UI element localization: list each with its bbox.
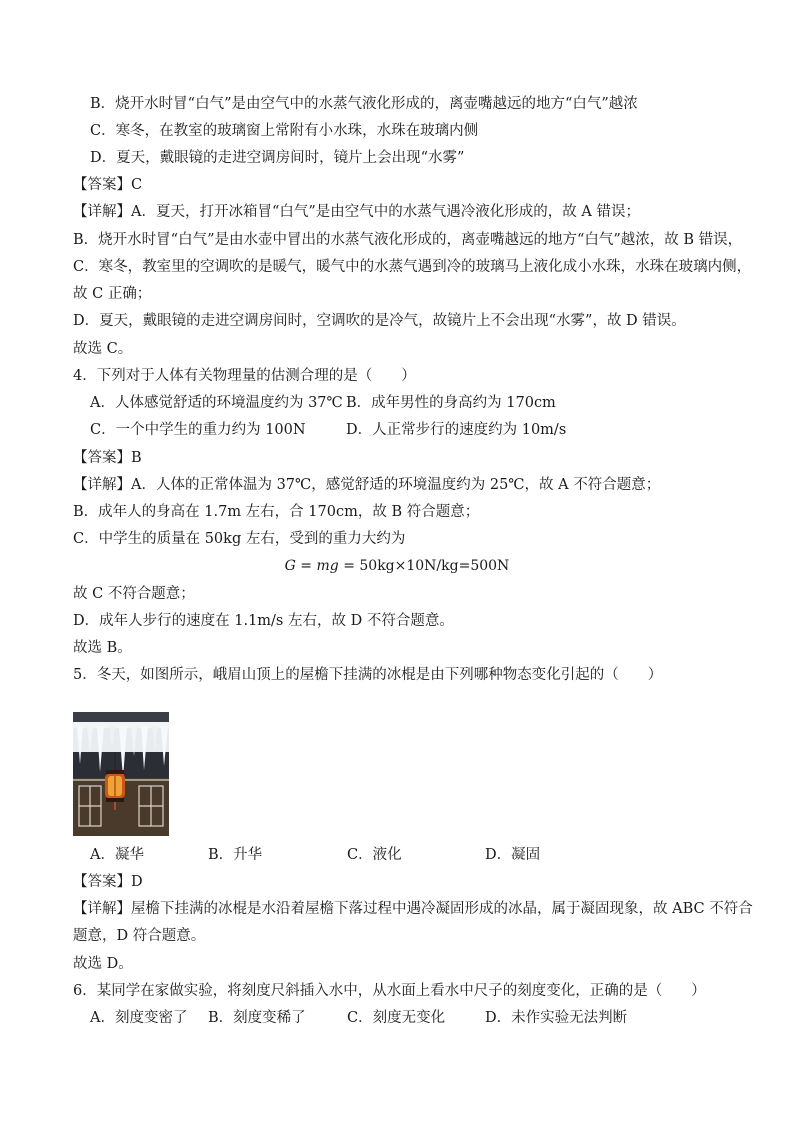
q4-option-c: C．一个中学生的重力约为 100N: [90, 422, 306, 438]
q4-explanation-4: 故 C 不符合题意；: [73, 586, 195, 602]
q6-option-d: D．未作实验无法判断: [485, 1010, 628, 1026]
q4-answer: 【答案】B: [73, 450, 142, 466]
q6-option-a: A．刻度变密了: [90, 1010, 188, 1026]
q3-answer: 【答案】C: [73, 177, 143, 193]
q5-option-a: A．凝华: [90, 847, 144, 863]
q5-stem: 5．冬天，如图所示，峨眉山顶上的屋檐下挂满的冰棍是由下列哪种物态变化引起的（ ）: [73, 667, 663, 683]
q4-option-b: B．成年男性的身高约为 170cm: [346, 395, 556, 411]
formula-g: G: [284, 558, 296, 574]
q4-explanation-5: D．成年人步行的速度在 1.1m/s 左右，故 D 不符合题意。: [73, 613, 454, 629]
q5-option-c: C．液化: [347, 847, 402, 863]
formula-result: = 50kg×10N/kg=500N: [338, 558, 510, 574]
q3-explanation-4: 故 C 正确；: [73, 286, 152, 302]
q4-explanation-2: B．成年人的身高在 1.7m 左右，合 170cm，故 B 符合题意；: [73, 504, 480, 520]
q3-option-c: C．寒冬，在教室的玻璃窗上常附有小水珠，水珠在玻璃内侧: [90, 123, 479, 139]
q3-explanation-3: C．寒冬，教室里的空调吹的是暖气，暖气中的水蒸气遇到冷的玻璃马上液化成小水珠，水珠在玻璃内侧，: [73, 259, 752, 275]
q6-option-c: C．刻度无变化: [347, 1010, 446, 1026]
q5-answer: 【答案】D: [73, 874, 143, 890]
icicle-eaves-photo: [73, 712, 169, 836]
q4-option-d: D．人正常步行的速度约为 10m/s: [346, 422, 567, 438]
q3-explanation-2: B．烧开水时冒“白气”是由水壶中冒出的水蒸气液化形成的，离壶嘴越远的地方“白气”越浓，故 B 错误，: [73, 232, 743, 248]
q3-explanation-1: 【详解】A．夏天，打开冰箱冒“白气”是由空气中的水蒸气遇冷液化形成的，故 A 错误；: [73, 204, 640, 220]
q4-conclusion: 故选 B。: [73, 640, 132, 656]
q3-option-d: D．夏天，戴眼镜的走进空调房间时，镜片上会出现“水雾”: [90, 150, 465, 166]
q4-explanation-1: 【详解】A．人体的正常体温为 37℃，感觉舒适的环境温度约为 25℃，故 A 不符合题意；: [73, 477, 661, 493]
q6-stem: 6．某同学在家做实验，将刻度尺斜插入水中，从水面上看水中尺子的刻度变化，正确的是（ ）: [73, 983, 706, 999]
q5-option-b: B．升华: [208, 847, 263, 863]
q5-conclusion: 故选 D。: [73, 956, 133, 972]
q3-explanation-5: D．夏天，戴眼镜的走进空调房间时，空调吹的是冷气，故镜片上不会出现“水雾”，故 D 错误。: [73, 313, 686, 329]
q4-option-a: A．人体感觉舒适的环境温度约为 37℃: [90, 395, 343, 411]
q3-option-b: B．烧开水时冒“白气”是由空气中的水蒸气液化形成的，离壶嘴越远的地方“白气”越浓: [90, 96, 638, 112]
q4-formula: [0, 556, 794, 576]
q5-explanation-1: 【详解】屋檐下挂满的冰棍是水沿着屋檐下落过程中遇冷凝固形成的冰晶，属于凝固现象，故 ABC 不符合: [73, 901, 753, 917]
q6-option-b: B．刻度变稀了: [208, 1010, 306, 1026]
formula-equals: =: [295, 558, 317, 574]
q5-explanation-2: 题意，D 符合题意。: [73, 928, 206, 944]
q5-option-d: D．凝固: [485, 847, 541, 863]
icicle-eaves-illustration: [73, 712, 169, 836]
formula-mg: mg: [316, 558, 339, 574]
q3-conclusion: 故选 C。: [73, 341, 133, 357]
q4-stem: 4．下列对于人体有关物理量的估测合理的是（ ）: [73, 368, 416, 384]
q4-explanation-3: C．中学生的质量在 50kg 左右，受到的重力大约为: [73, 531, 406, 547]
